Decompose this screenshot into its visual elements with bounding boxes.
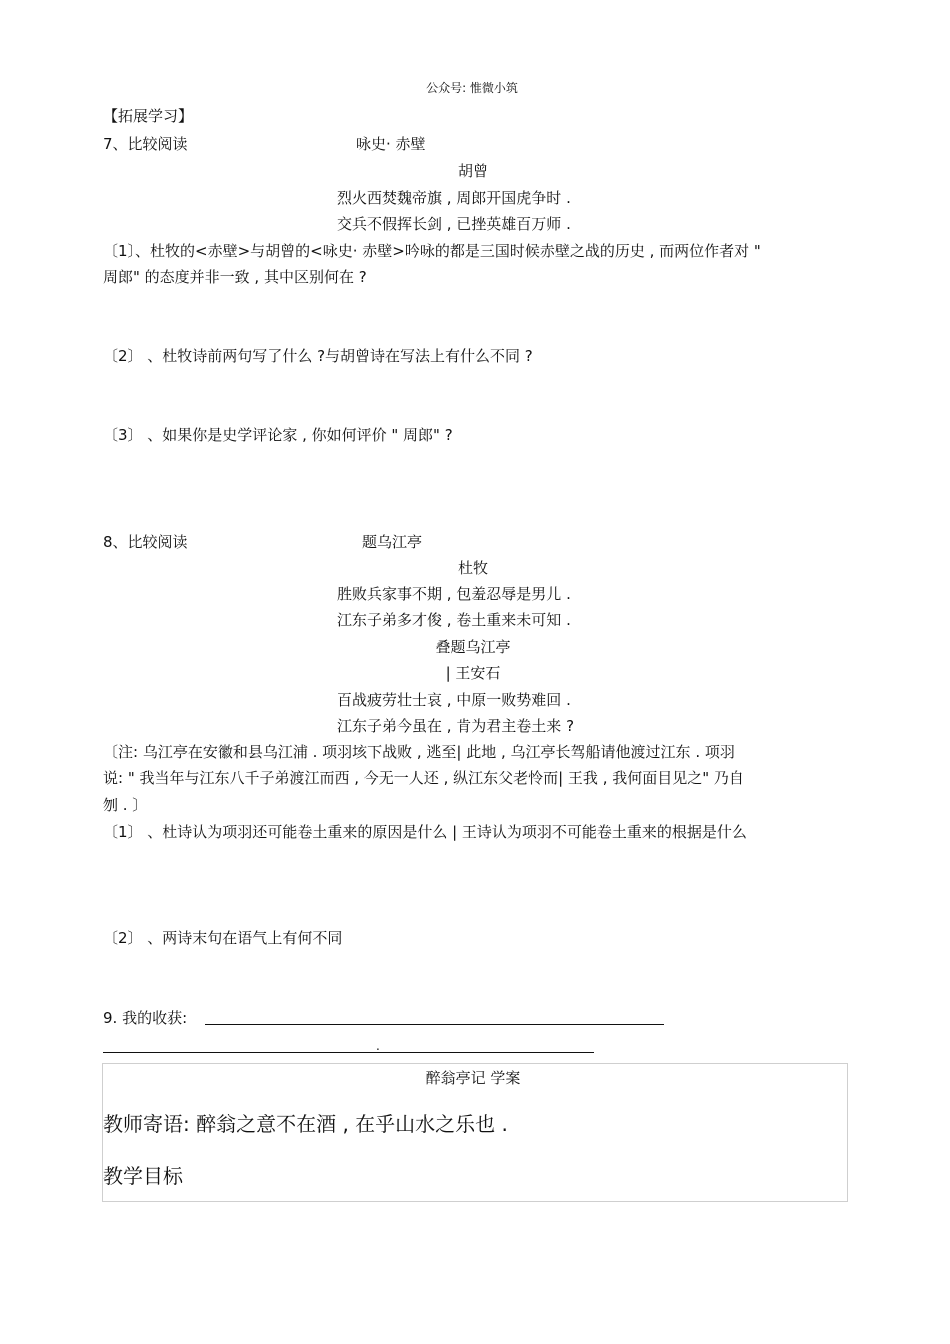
q8-poem2-line-1: 百战疲劳壮士哀 , 中原一败势难回 . (337, 691, 571, 709)
q7-question-1-line-1: 〔1〕、杜牧的<赤壁>与胡曾的<咏史· 赤壁>吟咏的都是三国时候赤壁之战的历史 , 而两位作者对 " (103, 242, 761, 260)
q8-poem1-line-2: 江东子弟多才俊 , 卷土重来未可知 . (337, 611, 571, 629)
lesson-plan-title: 醉翁亭记 学案 (425, 1069, 521, 1087)
q8-poem2-author: | 王安石 (445, 664, 501, 682)
q8-label: 8、比较阅读 (103, 533, 188, 551)
q7-poem-author: 胡曾 (457, 162, 488, 180)
q8-poem2-line-2: 江东子弟今虽在 , 肯为君主卷土来 ? (337, 717, 575, 735)
q8-poem1-title: 题乌江亭 (362, 533, 423, 551)
q8-question-1: 〔1〕 、杜诗认为项羽还可能卷土重来的原因是什么 | 王诗认为项羽不可能卷土重来的根据是什么 (103, 823, 747, 841)
q8-poem1-line-1: 胜败兵家事不期 , 包羞忍辱是男儿 . (337, 585, 571, 603)
section-title: 【拓展学习】 (103, 107, 194, 125)
q8-question-2: 〔2〕 、两诗末句在语气上有何不同 (103, 929, 343, 947)
q7-question-1-line-2: 周郎" 的态度并非一致 , 其中区别何在 ? (103, 268, 367, 286)
q9-label: 9. 我的收获: (103, 1009, 188, 1027)
teaching-goals-heading: 教学目标 (103, 1164, 183, 1188)
q7-label: 7、比较阅读 (103, 135, 188, 153)
answer-line-1[interactable] (205, 1024, 664, 1025)
q7-poem-line-1: 烈火西焚魏帝旗 , 周郎开国虎争时 . (337, 189, 571, 207)
answer-line-dot: . (376, 1039, 380, 1053)
q8-note-line-2: 说: " 我当年与江东八千子弟渡江而西 , 今无一人还 , 纵江东父老怜而| 王我 , 我何面目见之" 乃自 (103, 769, 744, 787)
q8-note-line-1: 〔注: 乌江亭在安徽和县乌江浦 . 项羽垓下战败 , 逃至| 此地 , 乌江亭长驾船请他渡过江东 . 项羽 (103, 743, 735, 761)
q8-poem2-title: 叠题乌江亭 (435, 638, 511, 656)
q7-poem-title: 咏史· 赤壁 (356, 135, 426, 153)
q8-poem1-author: 杜牧 (457, 559, 488, 577)
header-account: 公众号: 惟微小筑 (426, 81, 518, 95)
answer-line-2[interactable] (103, 1052, 594, 1053)
teacher-note: 教师寄语: 醉翁之意不在酒 , 在乎山水之乐也 . (103, 1112, 508, 1136)
q7-question-2: 〔2〕 、杜牧诗前两句写了什么 ?与胡曾诗在写法上有什么不同 ? (103, 347, 533, 365)
q8-note-line-3: 刎 . 〕 (103, 796, 148, 814)
q7-poem-line-2: 交兵不假挥长剑 , 已挫英雄百万师 . (337, 215, 571, 233)
q7-question-3: 〔3〕 、如果你是史学评论家 , 你如何评价 " 周郎" ? (103, 426, 453, 444)
